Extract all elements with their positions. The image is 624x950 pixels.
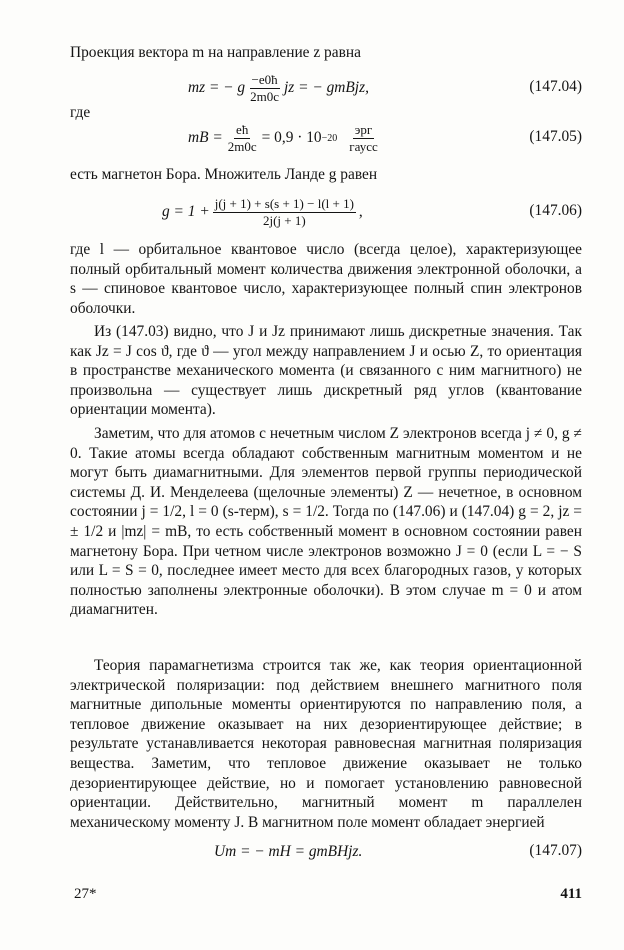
equation-number: (147.05) <box>529 128 582 145</box>
paragraph-4: Теория парамагнетизма строится так же, как теория ориентационной электрической поляризации: под действием внешнего магнитного поля магнитные дипольные моменты ориентируются по направлению поля, а тепловое движение оказывает на них дезориентирующее действие; в результате устанавливается некоторая равновесная магнитная поляризация вещества. Заметим, что тепловое движение оказывает не только дезориентирующее действие, но и помогает установлению равновесной ориентации. Действительно, магнитный момент m параллелен механическому моменту J. В магнитном поле момент обладает энергией <box>70 657 582 831</box>
equation-147-06: g = 1 + $\frac{j(j + 1) + s(s + 1) - l(l + 1)}{2j(j + 1)}$ , (147.06) <box>162 195 582 228</box>
signature-mark: 27* <box>74 886 97 902</box>
equation-147-07: Um = − mH = gmBHjz. (147.07) <box>214 842 582 860</box>
equation-number: (147.04) <box>529 78 582 95</box>
page-number: 411 <box>560 886 582 902</box>
intro-line: Проекция вектора m на направление z равна <box>70 44 361 61</box>
where-label: где <box>70 104 91 121</box>
equation-147-04: mz = − g $\frac{-e0ħ}{2m0c}$ jz = − gmBjz, (147.04) <box>188 71 582 104</box>
page <box>70 0 582 950</box>
equation-number: (147.06) <box>529 202 582 219</box>
equation-number: (147.07) <box>529 842 582 859</box>
paragraph-1: где l — орбитальное квантовое число (всегда целое), характеризующее полный орбитальный момент количества движения электронной оболочки, а s — спиновое квантовое число, характеризующее полный спин электронов оболочки. <box>70 241 582 317</box>
paragraph-3: Заметим, что для атомов с нечетным числом Z электронов всегда j ≠ 0, g ≠ 0. Такие атомы всегда обладают собственным магнитным моментом и не могут быть диамагнитными. Для элементов первой группы периодической системы Д. И. Менделеева (щелочные элементы) Z — нечетное, в основном состоянии j = 1/2, l = 0 (s-терм), s = 1/2. Тогда по (147.06) и (147.04) g = 2, jz = ± 1/2 и |mz| = mB, то есть собственный момент в основном состоянии равен магнетону Бора. При четном числе электронов возможно J = 0 (если L = − S или L = S = 0, последнее имеет место для всех благородных газов, у которых полностью заполнены электронные оболочки). В этом случае m = 0 и атом диамагнитен. <box>70 425 582 619</box>
paragraph-2: Из (147.03) видно, что J и Jz принимают лишь дискретные значения. Так как Jz = J cos ϑ, где ϑ — угол между направлением J и осью Z, то ориентация в пространстве механического момента (и связанного с ним магнитного) не произвольна — существует лишь дискретный ряд углов (квантование ориентации момента). <box>70 323 582 419</box>
equation-147-05: mB = $\frac{eħ}{2m0c}$ = 0,9 · 10 −20 $\frac{\text{эрг}}{\text{гаусс}}$ (147.05) <box>188 121 582 154</box>
bohr-line: есть магнетон Бора. Множитель Ланде g равен <box>70 166 378 183</box>
